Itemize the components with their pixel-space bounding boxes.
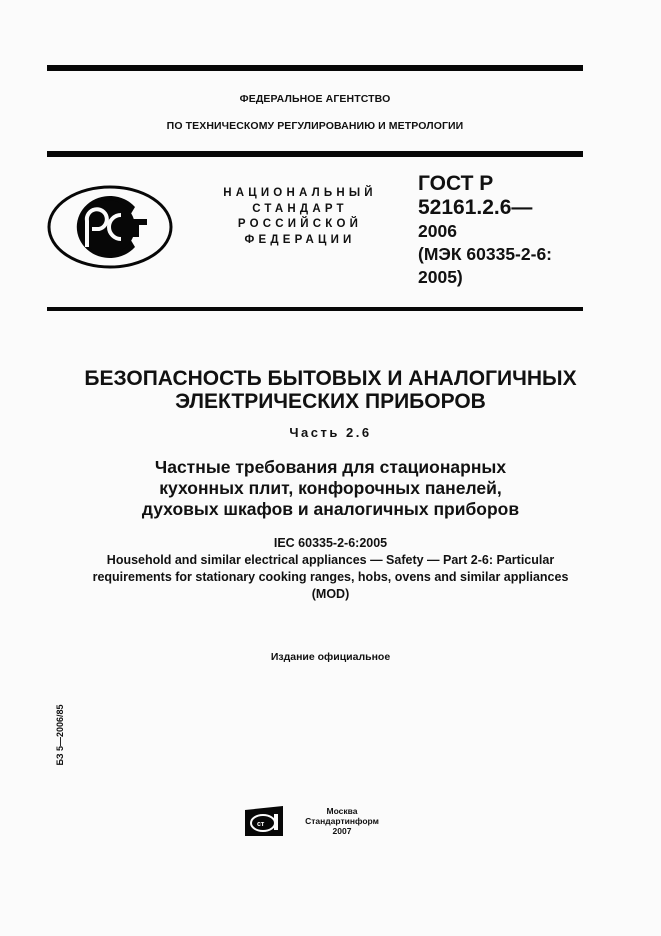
designation-line: 52161.2.6— xyxy=(418,196,533,219)
subtitle-line: кухонных плит, конфорочных панелей, xyxy=(159,478,502,498)
national-standard-label xyxy=(200,186,400,248)
designation-line: 2005) xyxy=(418,267,463,287)
catalog-code: БЗ 5—2006/85 xyxy=(55,704,65,766)
national-line: НАЦИОНАЛЬНЫЙ xyxy=(223,187,377,199)
rst-logo-icon xyxy=(47,185,173,269)
bottom-rule xyxy=(47,307,583,311)
national-line: РОССИЙСКОЙ xyxy=(237,218,363,230)
official-edition-label: Издание официальное xyxy=(270,651,391,663)
agency-name-line1: ФЕДЕРАЛЬНОЕ АГЕНТСТВО xyxy=(239,93,391,105)
publisher-year: 2007 xyxy=(332,826,352,836)
subtitle-line: духовых шкафов и аналогичных приборов xyxy=(141,499,520,519)
national-line: ФЕДЕРАЦИИ xyxy=(244,233,356,246)
iec-line: Household and similar electrical appliances — Safety — Part 2-6: Particular xyxy=(106,553,555,567)
publisher-city: Москва xyxy=(326,806,358,816)
designation-line: 2006 xyxy=(418,221,457,241)
document-subtitle xyxy=(20,457,641,520)
publisher-name: Стандартинформ xyxy=(305,816,379,826)
part-number: Часть 2.6 xyxy=(289,425,372,440)
agency-name-line2: ПО ТЕХНИЧЕСКОМУ РЕГУЛИРОВАНИЮ И МЕТРОЛОГИИ xyxy=(166,120,464,132)
title-line: БЕЗОПАСНОСТЬ БЫТОВЫХ И АНАЛОГИЧНЫХ xyxy=(84,367,577,390)
iec-line: IEC 60335-2-6:2005 xyxy=(273,536,388,550)
subtitle-line: Частные требования для стационарных xyxy=(154,457,507,477)
svg-text:ст: ст xyxy=(257,821,265,828)
iec-line: (MOD) xyxy=(311,587,350,601)
iec-reference xyxy=(20,535,641,603)
middle-rule xyxy=(47,151,583,157)
standard-designation xyxy=(418,172,552,289)
national-line: СТАНДАРТ xyxy=(252,202,348,215)
top-rule xyxy=(47,65,583,71)
standartinform-logo-icon xyxy=(245,806,285,836)
designation-line: (МЭК 60335-2-6: xyxy=(418,244,553,264)
designation-line: ГОСТ Р xyxy=(418,172,494,195)
title-line: ЭЛЕКТРИЧЕСКИХ ПРИБОРОВ xyxy=(175,390,486,413)
iec-line: requirements for stationary cooking ranges, hobs, ovens and similar appliances xyxy=(92,570,569,584)
publisher-info xyxy=(292,806,392,836)
document-title xyxy=(20,367,641,413)
